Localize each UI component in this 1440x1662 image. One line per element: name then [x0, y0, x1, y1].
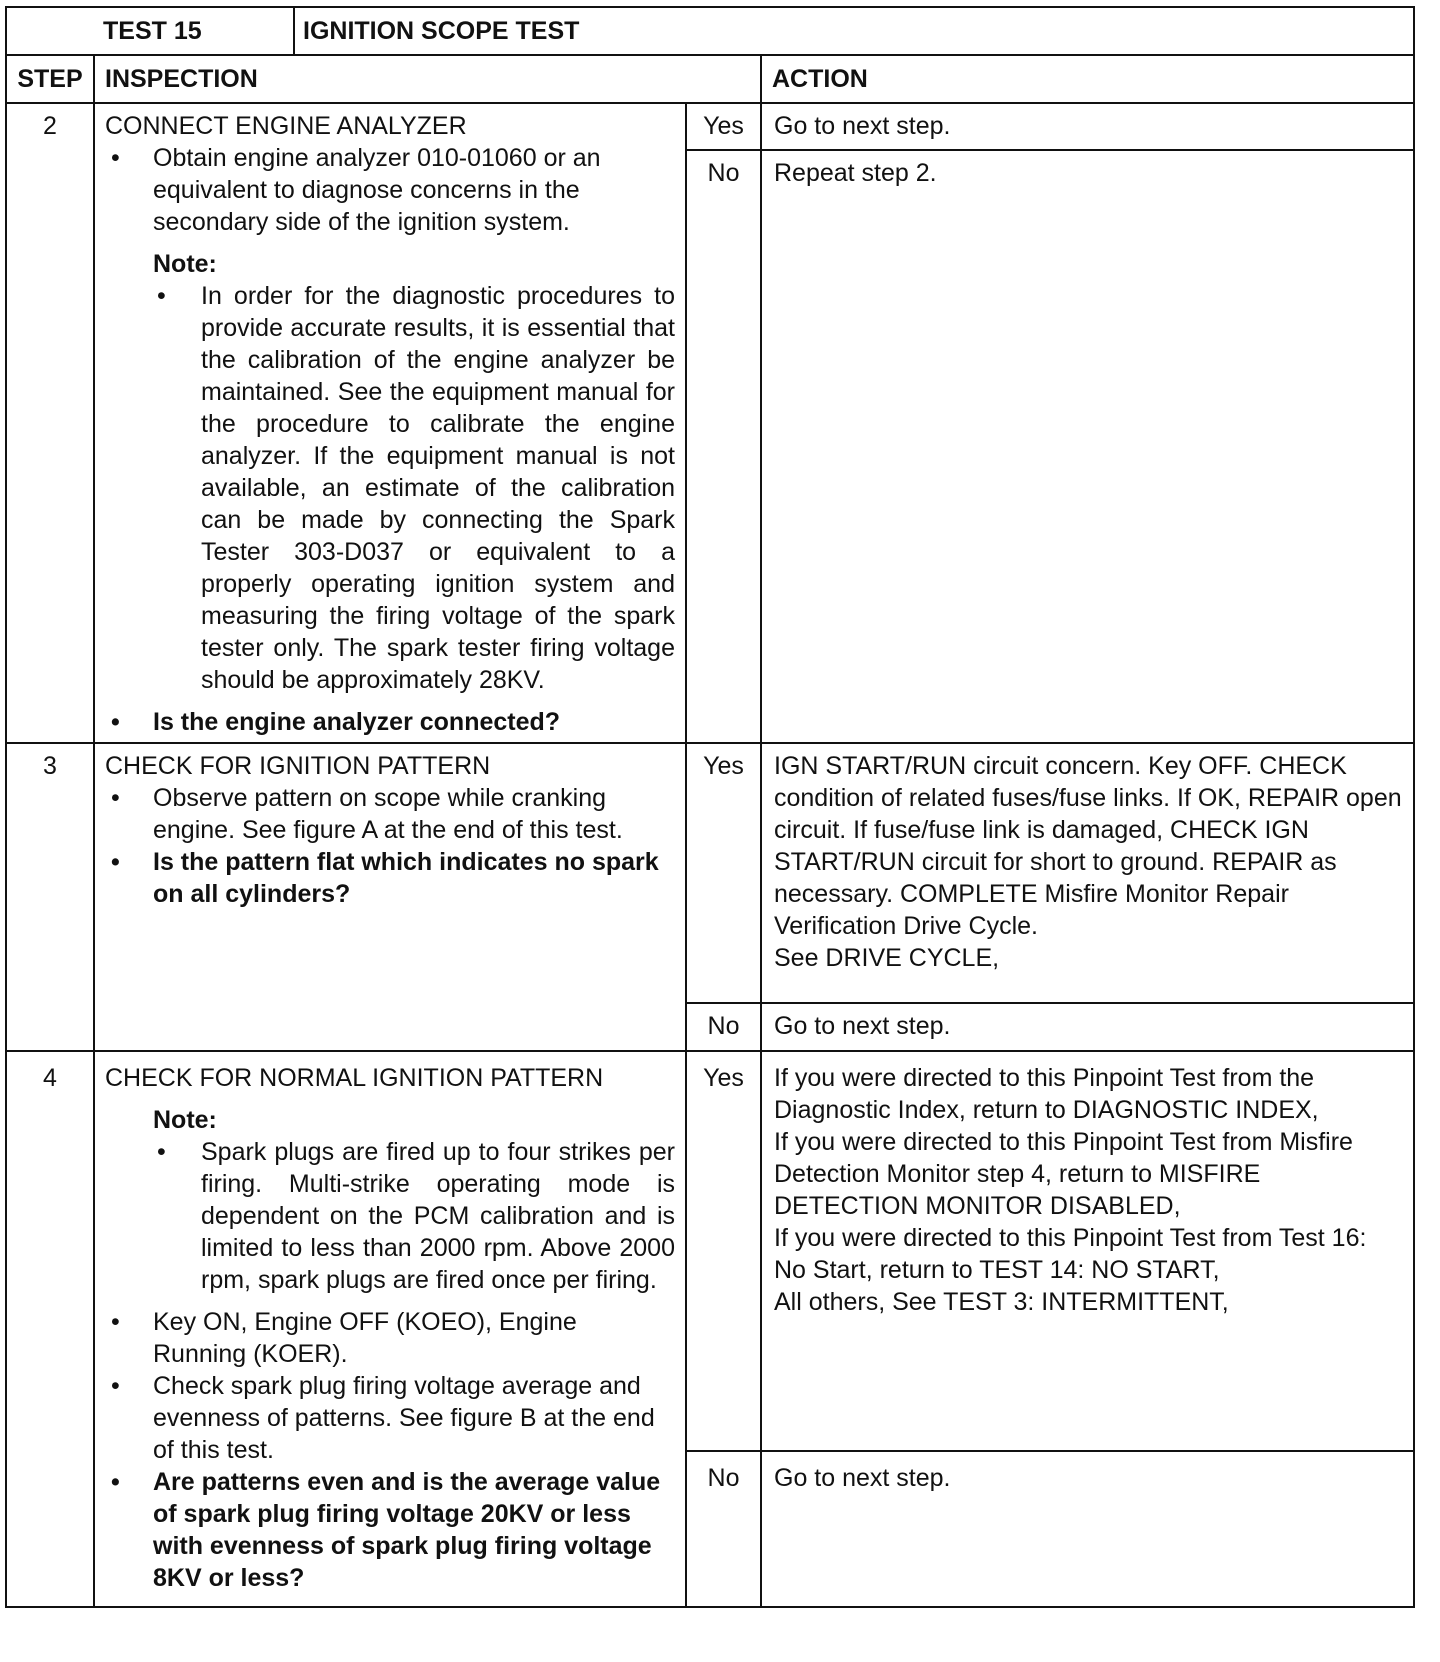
step-title: CONNECT ENGINE ANALYZER: [105, 112, 467, 140]
col-inspection-header: INSPECTION: [94, 55, 761, 103]
yes-label: Yes: [686, 103, 761, 150]
inspection-bullet: • Key ON, Engine OFF (KOEO), Engine Running (KOER).: [105, 1306, 675, 1370]
yes-label: Yes: [686, 743, 761, 1003]
note-text: • In order for the diagnostic procedures to provide accurate results, it is essential that the calibration of the engine analyzer be maintained. See the equipment manual for the procedure to calibrate the engine analyzer. If the equipment manual is not available, an estimate of the calibration can be made by connecting the Spark Tester 303-D037 or equivalent to a properly operating ignition system and measuring the firing voltage of the spark tester only. The spark tester firing voltage should be approximately 28KV.: [105, 280, 675, 696]
yes-action-cell: [761, 743, 1414, 1003]
step-4-row-yes: [6, 1051, 1414, 1451]
step-number: 3: [6, 743, 94, 1051]
yes-action-cell: [761, 1051, 1414, 1451]
no-label: No: [686, 1451, 761, 1607]
step-4-inspection: [94, 1051, 686, 1607]
no-label: No: [686, 150, 761, 743]
step-number: 4: [6, 1051, 94, 1607]
col-action-header: ACTION: [761, 55, 1414, 103]
yes-label: Yes: [686, 1051, 761, 1451]
yes-action-intermittent: All others, See TEST 3: INTERMITTENT,: [774, 1288, 1229, 1316]
step-question: • Are patterns even and is the average value of spark plug firing voltage 20KV or less with evenness of spark plug firing voltage 8KV or less?: [105, 1466, 675, 1594]
no-label: No: [686, 1003, 761, 1051]
title-row: [6, 7, 1414, 55]
inspection-bullet: • Obtain engine analyzer 010-01060 or an equivalent to diagnose concerns in the secondary side of the ignition system.: [105, 142, 675, 238]
yes-action-reference: See DRIVE CYCLE,: [774, 944, 1000, 972]
no-action: Go to next step.: [761, 1451, 1414, 1607]
no-action: Repeat step 2.: [761, 150, 1414, 743]
note-text: • Spark plugs are fired up to four strikes per firing. Multi-strike operating mode is dependent on the PCM calibration and is limited to less than 2000 rpm. Above 2000 rpm, spark plugs are fired once per firing.: [105, 1136, 675, 1296]
step-2-row-yes: [6, 103, 1414, 150]
test-table: [5, 6, 1415, 1608]
yes-action: Go to next step.: [761, 103, 1414, 150]
step-title: CHECK FOR NORMAL IGNITION PATTERN: [105, 1064, 604, 1092]
inspection-bullet: • Check spark plug firing voltage average and evenness of patterns. See figure B at the end of this test.: [105, 1370, 675, 1466]
step-3-inspection: [94, 743, 686, 1051]
step-3-row-yes: [6, 743, 1414, 1003]
step-2-inspection: [94, 103, 686, 743]
yes-action: IGN START/RUN circuit concern. Key OFF. CHECK condition of related fuses/fuse links. If OK, REPAIR open circuit. If fuse/fuse link is damaged, CHECK IGN START/RUN circuit for short to ground. REPAIR as necessary. COMPLETE Misfire Monitor Repair Verification Drive Cycle.: [774, 752, 1402, 940]
diagnostic-test-document: [5, 6, 1413, 1608]
note-label: Note:: [153, 1106, 217, 1134]
note-label: Note:: [153, 250, 217, 278]
column-header-row: [6, 55, 1414, 103]
step-question: • Is the engine analyzer connected?: [105, 706, 675, 738]
step-number: 2: [6, 103, 94, 743]
step-title: CHECK FOR IGNITION PATTERN: [105, 752, 491, 780]
test-number: TEST 15: [6, 7, 294, 55]
col-step-header: STEP: [6, 55, 94, 103]
yes-action-diagnostic-index: If you were directed to this Pinpoint Test from the Diagnostic Index, return to DIAGNOSTIC INDEX,: [774, 1064, 1319, 1124]
inspection-bullet: • Observe pattern on scope while cranking engine. See figure A at the end of this test.: [105, 782, 675, 846]
no-action: Go to next step.: [761, 1003, 1414, 1051]
test-title: IGNITION SCOPE TEST: [294, 7, 1414, 55]
step-question: • Is the pattern flat which indicates no spark on all cylinders?: [105, 846, 675, 910]
yes-action-no-start: If you were directed to this Pinpoint Test from Test 16: No Start, return to TEST 14: NO START,: [774, 1224, 1367, 1284]
yes-action-misfire-monitor: If you were directed to this Pinpoint Test from Misfire Detection Monitor step 4, return to MISFIRE DETECTION MONITOR DISABLED,: [774, 1128, 1353, 1220]
